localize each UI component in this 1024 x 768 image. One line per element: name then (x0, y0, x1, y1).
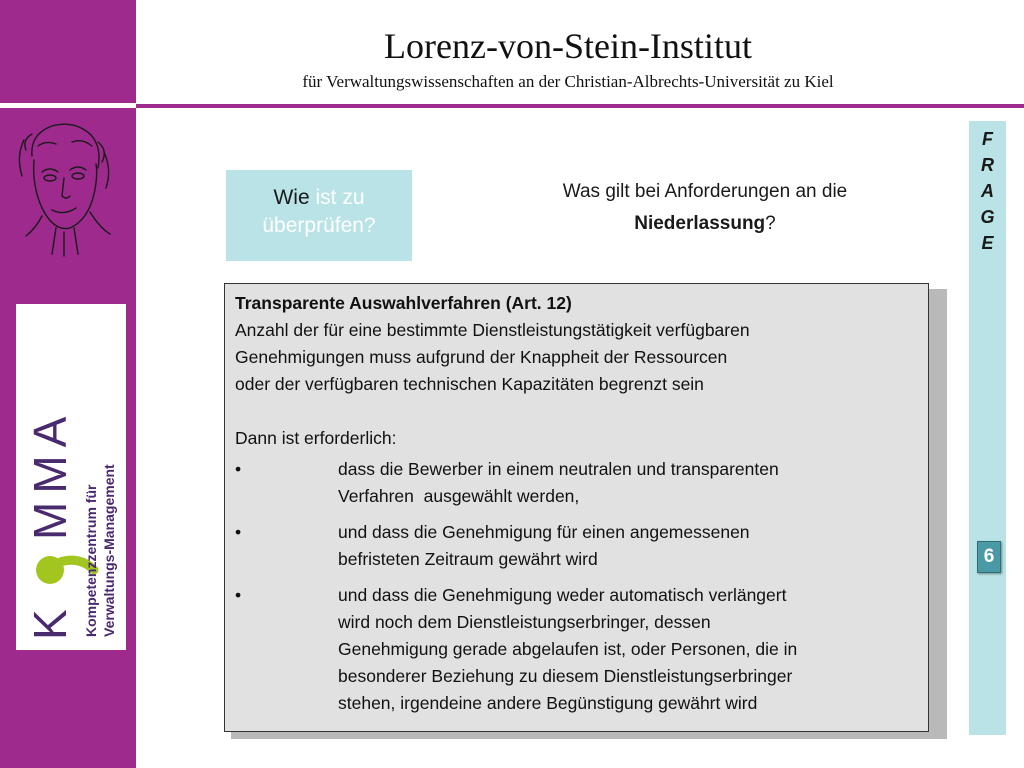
frage-letter: F (982, 129, 993, 149)
svg-text:K: K (24, 603, 76, 640)
bullet-text (338, 456, 915, 510)
bullet-symbol: • (235, 459, 242, 479)
bullet-line: wird noch dem Dienstleistungserbringer, dessen (338, 612, 711, 632)
institute-subtitle: für Verwaltungswissenschaften an der Christian-Albrechts-Universität zu Kiel (302, 72, 834, 91)
content-intro: Dann ist erforderlich: (235, 428, 397, 448)
frage-letter: G (980, 207, 995, 227)
wie-ist-zu-ueberpruefen-box (226, 170, 412, 261)
content-line: oder der verfügbaren technischen Kapazitäten begrenzt sein (235, 374, 704, 394)
svg-text:MMA: MMA (24, 408, 76, 540)
svg-text:Verwaltungs-Management: Verwaltungs-Management (101, 464, 117, 637)
bullet-item (235, 519, 915, 573)
content-text (235, 290, 915, 717)
bullet-item (235, 582, 915, 717)
sidebar-divider (0, 103, 136, 108)
frage-letter: A (981, 181, 994, 201)
frage-label (969, 126, 1006, 256)
content-heading: Transparente Auswahlverfahren (Art. 12) (235, 293, 572, 313)
bullet-line: besonderer Beziehung zu diesem Dienstleistungserbringer (338, 666, 793, 686)
institute-title: Lorenz-von-Stein-Institut (384, 26, 752, 66)
bullet-line: und dass die Genehmigung für einen angemessenen (338, 522, 750, 542)
wie-part-light-2: überprüfen? (262, 214, 376, 237)
bullet-line: Genehmigung gerade abgelaufen ist, oder Personen, die in (338, 639, 798, 659)
komma-subtitle-graphic (80, 312, 120, 642)
header-divider-line (136, 104, 1024, 108)
frage-letter: E (981, 233, 994, 253)
bullet-symbol: • (235, 522, 242, 542)
content-line: Anzahl der für eine bestimmte Dienstleistungstätigkeit verfügbaren (235, 320, 750, 340)
question-line1: Was gilt bei Anforderungen an die (562, 181, 848, 202)
bullet-text (338, 582, 915, 717)
paragraph-gap (235, 398, 915, 425)
frage-letter: R (981, 155, 994, 175)
content-line: Genehmigungen muss aufgrund der Knappheit der Ressourcen (235, 347, 728, 367)
portrait-sketch-image (12, 116, 114, 258)
svg-text:Kompetenzzentrum für: Kompetenzzentrum für (83, 484, 99, 637)
question-bold-term: Niederlassung (634, 213, 766, 234)
bullet-line: befristeten Zeitraum gewährt wird (338, 549, 598, 569)
question-text (480, 176, 930, 240)
bullet-line: und dass die Genehmigung weder automatisch verlängert (338, 585, 787, 605)
question-suffix: ? (765, 213, 776, 234)
bullet-line: dass die Bewerber in einem neutralen und transparenten (338, 459, 779, 479)
wie-part-dark: Wie (273, 186, 316, 209)
content-box (224, 283, 929, 732)
wie-text (226, 184, 412, 240)
bullet-line: stehen, irgendeine andere Begünstigung gewährt wird (338, 693, 758, 713)
wie-part-light: ist zu (315, 186, 365, 209)
bullet-text (338, 519, 915, 573)
komma-logo (16, 304, 126, 650)
bullet-symbol: • (235, 585, 242, 605)
bullet-item (235, 456, 915, 510)
page-number-badge: 6 (977, 541, 1001, 573)
bullet-line: Verfahren ausgewählt werden, (338, 486, 580, 506)
